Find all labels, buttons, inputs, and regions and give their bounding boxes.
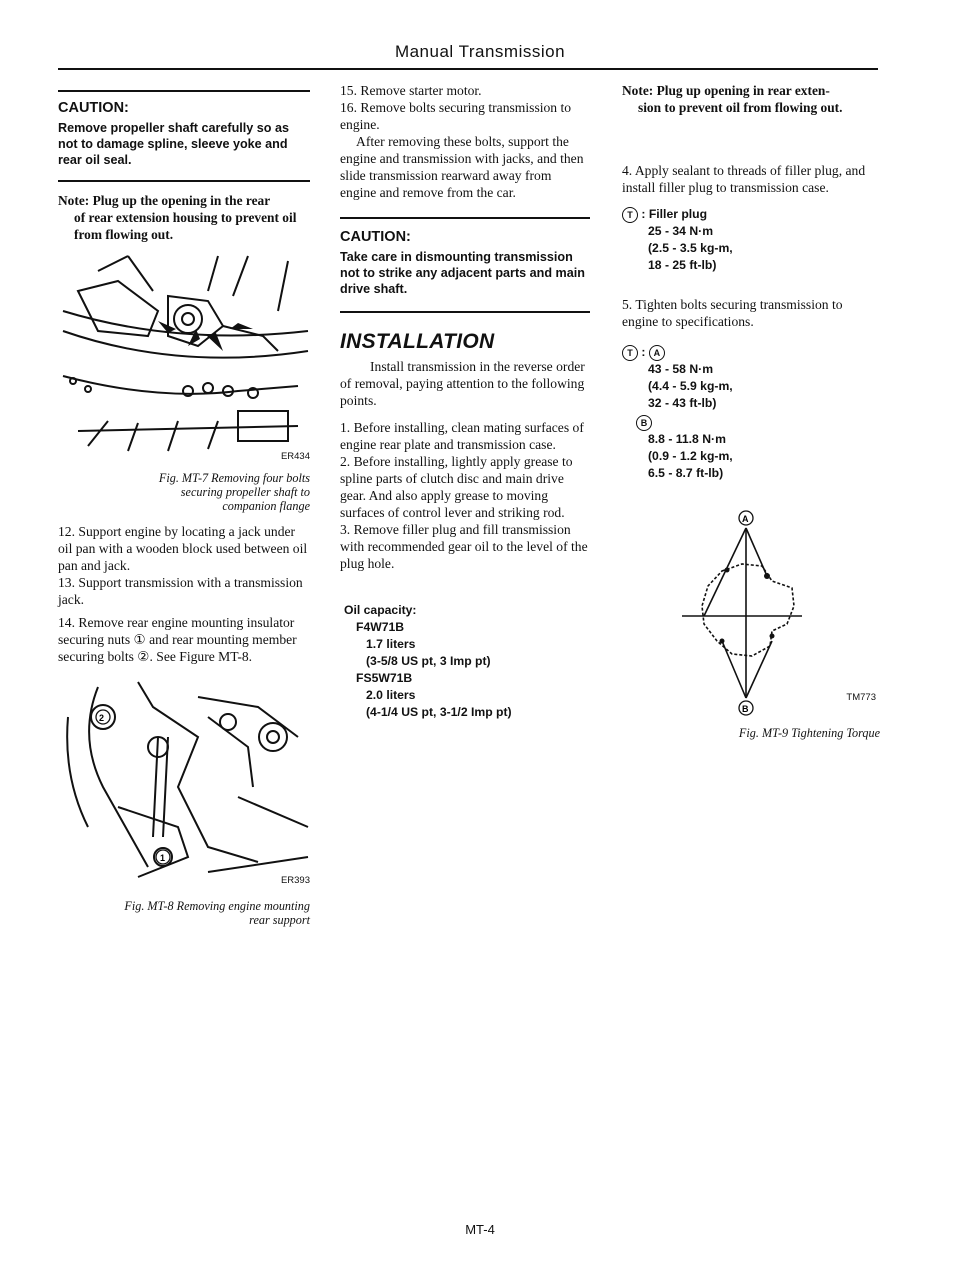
figure-mt7 (58, 251, 310, 463)
caution-top-rule (340, 217, 590, 219)
figure-code: TM773 (846, 692, 876, 703)
step-5: 5. Tighten bolts securing transmission to engine to specifications. (622, 297, 843, 329)
figure-mt8 (58, 677, 310, 895)
propeller-shaft-illustration (58, 251, 310, 463)
note-first-line: Note: Plug up the opening in the rear (58, 193, 271, 208)
step-13: 13. Support transmission with a transmission jack. (58, 575, 303, 607)
step-4: 4. Apply sealant to threads of filler plug, and install filler plug to transmission case. (622, 163, 866, 195)
caption-line: securing propeller shaft to (180, 485, 310, 499)
torque-header-row (622, 344, 880, 361)
column-left (58, 80, 310, 927)
svg-text:1: 1 (160, 853, 166, 863)
torque-value: (2.5 - 3.5 kg-m, (648, 241, 733, 255)
install-step-2: 2. Before installing, lightly apply grease to spline parts of clutch disc and main drive gear. And also apply grease to moving surfaces of control lever and striking rod. (340, 454, 573, 520)
torque-symbol-t: T (622, 207, 638, 223)
page-number: MT-4 (465, 1222, 495, 1237)
note-rest: of rear extension housing to prevent oil from flowing out. (74, 210, 297, 242)
figure-mt9 (622, 506, 880, 726)
torque-value: 6.5 - 8.7 ft-lb) (648, 466, 724, 480)
note-rest: sion to prevent oil from flowing out. (638, 100, 843, 115)
bolt-torque-spec (622, 344, 880, 482)
engine-mount-illustration (58, 677, 310, 895)
installation-intro: Install transmission in the reverse order of removal, paying attention to the following points. (340, 359, 585, 408)
caption-line: Fig. MT-8 Removing engine mounting (124, 899, 310, 913)
torque-value: (0.9 - 1.2 kg-m, (648, 449, 733, 463)
step-14: 14. Remove rear engine mounting insulator securing nuts ① and rear mounting member securing bolts ②. See Figure MT-8. (58, 615, 297, 664)
bolt-symbol-b: B (636, 415, 652, 431)
torque-value: 25 - 34 N·m (648, 224, 714, 238)
svg-text:2: 2 (99, 713, 105, 723)
step-15: 15. Remove starter motor. (340, 83, 482, 98)
torque-value: (4.4 - 5.9 kg-m, (648, 379, 733, 393)
step-16: 16. Remove bolts securing transmission to engine. (340, 100, 572, 132)
install-step-1: 1. Before installing, clean mating surfaces of engine rear plate and transmission case. (340, 420, 584, 452)
torque-value: 32 - 43 ft-lb) (648, 396, 717, 410)
oil-capacity (340, 602, 590, 721)
fig9-label-a: A (742, 514, 749, 524)
install-step-3: 3. Remove filler plug and fill transmission with recommended gear oil to the level of the plug hole. (340, 522, 588, 571)
oil-capacity-label: Oil capacity: (344, 603, 417, 617)
filler-plug-spec (622, 206, 880, 274)
header-rule (58, 68, 878, 70)
colon: : (641, 345, 646, 359)
caution-text: Take care in dismounting transmission not to strike any adjacent parts and main drive shaft. (340, 250, 585, 296)
caution-bottom-rule (340, 311, 590, 313)
caution-title: CAUTION: (58, 100, 129, 116)
torque-symbol-t: T (622, 345, 638, 361)
caption-line: Fig. MT-7 Removing four bolts (158, 471, 310, 485)
section-heading: INSTALLATION (340, 330, 495, 353)
page-header: Manual Transmission (394, 42, 566, 61)
capacity-value: (4-1/4 US pt, 3-1/2 Imp pt) (366, 705, 512, 719)
bolt-b-row (622, 414, 880, 431)
bolt-symbol-a: A (649, 345, 665, 361)
after-removal-text: After removing these bolts, support the engine and transmission with jacks, and then slide transmission rearward away from engine and remove from the car. (340, 134, 584, 200)
note (622, 82, 880, 116)
fig9-label-b: B (742, 704, 749, 714)
filler-plug-label-row (622, 206, 880, 223)
column-right (622, 80, 880, 740)
figure-caption (58, 899, 310, 927)
note (58, 192, 310, 243)
capacity-value: 2.0 liters (366, 688, 416, 702)
torque-value: 8.8 - 11.8 N·m (648, 432, 726, 446)
tightening-torque-diagram (622, 506, 880, 726)
caution-bottom-rule (58, 180, 310, 182)
caption-line: rear support (249, 913, 310, 927)
caution-top-rule (58, 90, 310, 92)
caption-line: companion flange (222, 499, 310, 513)
figure-code: ER434 (280, 451, 310, 462)
torque-value: 43 - 58 N·m (648, 362, 714, 376)
step-12: 12. Support engine by locating a jack under oil pan with a wooden block used between oil pan and jack. (58, 524, 308, 573)
figure-code: ER393 (280, 875, 310, 886)
caution-title: CAUTION: (340, 229, 411, 245)
figure-caption: Fig. MT-9 Tightening Torque (738, 726, 880, 740)
filler-plug-label: : Filler plug (641, 207, 708, 221)
model-fs5w71b: FS5W71B (356, 671, 413, 685)
caution-text: Remove propeller shaft carefully so as not to damage spline, sleeve yoke and rear oil seal. (58, 121, 289, 167)
torque-value: 18 - 25 ft-lb) (648, 258, 717, 272)
model-f4w71b: F4W71B (356, 620, 405, 634)
capacity-value: 1.7 liters (366, 637, 416, 651)
capacity-value: (3-5/8 US pt, 3 Imp pt) (366, 654, 491, 668)
note-first-line: Note: Plug up opening in rear exten- (622, 83, 830, 98)
figure-caption (58, 471, 310, 513)
column-middle (340, 80, 590, 721)
